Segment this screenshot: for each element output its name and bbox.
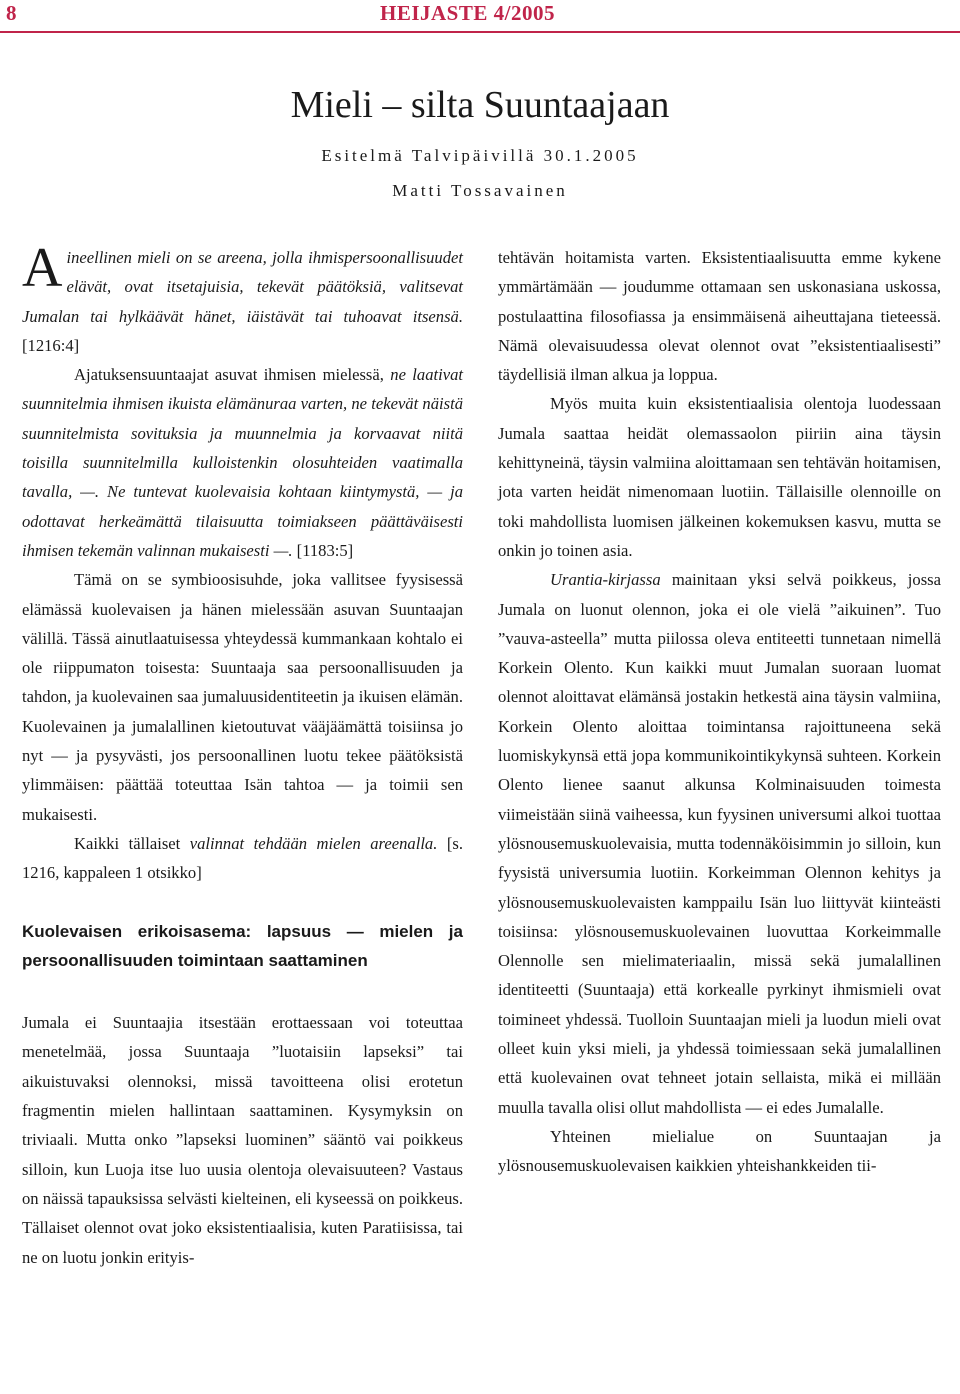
right-column xyxy=(498,243,941,1181)
paragraph: Tämä on se symbioosisuhde, joka vallitsee fyysisessä elämässä kuolevaisen ja hänen mielessään asuvan Suuntaajan välillä. Tässä ainutlaatuisessa yhteydessä kummankaan kohtalo ei ole riippumaton toisesta: Suuntaaja saa persoonallisuuden ja tahdon, ja kuolevainen saa jumaluusidentiteetin ja ikuisen elämän. Kuolevainen ja jumalallinen kietoutuvat vääjäämättä toisiinsa jo nyt — ja pysyvästi, jos persoonallinen luotu tekee päätöksistä ylimmäisen: päättää toteuttaa Isän tahtoa — ja toimii sen mukaisesti. xyxy=(22,570,463,824)
reference: [s. 1216, kappaleen 1 otsikko] xyxy=(22,833,463,883)
paragraph-lead: Ajatuksensuuntaajat asuvat ihmisen mielessä, xyxy=(74,365,391,385)
paragraph-text: mainitaan yksi selvä poikkeus, jossa Jumala on luonut olennon, joka ei ole vielä ”aikuinen”. Tuo ”vauva-asteella” mutta piilossa oleva entiteetti tunnetaan nimellä Korkein Olento. Kun kaikki muut Jumalan suoraan luomat olennot aloittavat elämänsä jostakin hetkestä aina täysin valmiina, Korkein Olento aloittaa toimintansa rajoittuneena sekä luomiskykynsä että jopa kommunikointikykynsä suhteen. Korkein Olento lienee saanut alkunsa Kolminaisuuden toimesta viimeistään siinä vaiheessa, kun fyysinen universumi alkoi tuottaa ylösnousemuskuolevaisia, mutta todennäköisimmin jo silloin, kun fyysistä universumia luotiin. Korkeimman Olennon kehitys ja ylösnousemuskuolevaisten kamppailu Isän luo liittyvät kiinteästi toisiinsa: ylösnousemuskuolevainen luovuttaa Korkeimmalle Olennolle sen mielimateriaalin, missä sekä jumalallinen identiteetti (Suuntaaja) että korkealle pyrkinyt ihmismieli ovat toimineet yhdessä. Tuolloin Suuntaajan mieli ja luodun mieli ovat olleet kuin yksi mieli, ja yhdessä toimiessaan sekä jumalallinen että kuolevainen ovat tehneet jotain sellaista, mikä ei millään muulla tavalla olisi ollut mahdollista — ei edes Jumalalle. xyxy=(498,570,941,1117)
drop-cap: A xyxy=(22,237,63,299)
paragraph: Yhteinen mielialue on Suuntaajan ja ylösnousemuskuolevaisen kaikkien yhteishankkeiden tii- xyxy=(498,1126,941,1176)
paragraph xyxy=(22,360,463,565)
reference: [1183:5] xyxy=(292,540,354,560)
paragraph xyxy=(498,565,941,1122)
page-header xyxy=(0,0,960,30)
section-heading: Kuolevaisen erikoisasema: lapsuus — mielen ja persoonallisuuden toimintaan saattaminen xyxy=(22,921,463,970)
presentation-info: Esitelmä Talvipäivillä 30.1.2005 xyxy=(321,146,639,165)
paragraph xyxy=(22,829,463,888)
author-name: Matti Tossavainen xyxy=(392,181,568,200)
paragraph: Myös muita kuin eksistentiaalisia olentoja luodessaan Jumala saattaa heidät olemassaolon piiriin aina täysin kehittyneinä, täysin valmiina aloittamaan sen tehtävän hoitamisen, jota varten heidät nimenomaan luotiin. Tällaisille olennoille on toki mahdollista luomisen jälkeinen kokemuksen kasvu, mutta se onkin jo toinen asia. xyxy=(498,394,941,560)
intro-quote xyxy=(22,237,463,360)
paragraph: Jumala ei Suuntaajia itsestään erottaessaan voi toteuttaa menetelmää, jossa Suuntaaja ”luotaisiin lapseksi” tai aikuistuvaksi olennoksi, missä tavoitteena olisi erotetun fragmentin mielen hallintaan saattaminen. Kysymyksin on triviaali. Mutta onko ”lapseksi luominen” sääntö vai poikkeus silloin, kun Luoja itse luo uusia olentoja olevaisuuteen? Vastaus on näissä tapauksissa selvästi kielteinen, eli kyseessä on poikkeus. Tällaiset olennot ovat joko eksistentiaalisia, kuten Paratiisissa, tai ne on luotu jonkin erityis- xyxy=(22,1013,463,1267)
header-rule xyxy=(0,31,960,33)
quote-text: ne laativat suunnitelmia ihmisen ikuista elämänuraa varten, ne tekevät näistä suunnitelmista sovituksia ja muunnelmia ja korvaavat niitä toisilla suunnitelmilla kulloistenkin olosuhteiden vaatimalla tavalla, —. xyxy=(22,365,463,502)
reference: [1216:4] xyxy=(22,335,80,355)
article-title: Mieli – silta Suuntaajaan xyxy=(290,84,670,127)
book-title: Urantia-kirjassa xyxy=(550,570,661,590)
intro-quote-text: ineellinen mieli on se areena, jolla ihmispersoonallisuudet elävät, ovat itsetajuisia, tekevät päätöksiä, valitsevat Jumalan tai hylkäävät hänet, iäistävät tai tuhoavat itsensä. xyxy=(22,248,463,326)
page-number: 8 xyxy=(6,1,17,25)
left-column xyxy=(22,237,463,1272)
paragraph-lead: Kaikki tällaiset xyxy=(74,833,190,853)
paragraph: tehtävän hoitamista varten. Eksistentiaalisuutta emme kykene ymmärtämään — joudumme ottamaan sen uskonasiana uskossa, postulaattina filosofiassa ja ensimmäisenä aiheuttajana tieteessä. Nämä olevaisuudessa olevat olennot ovat ”eksistentiaalisesti” täydellisiä ilman alkua ja loppua. xyxy=(498,248,941,385)
quote-text: valinnat tehdään mielen areenalla. xyxy=(189,833,438,853)
publication-title: HEIJASTE 4/2005 xyxy=(380,1,555,25)
quote-text: Ne tuntevat kuolevaisia kohtaan kiintymystä, — ja odottavat herkeämättä tilaisuutta toimiakseen päättäväisesti ihmisen tekemän valinnan mukaisesti —. xyxy=(22,482,463,560)
